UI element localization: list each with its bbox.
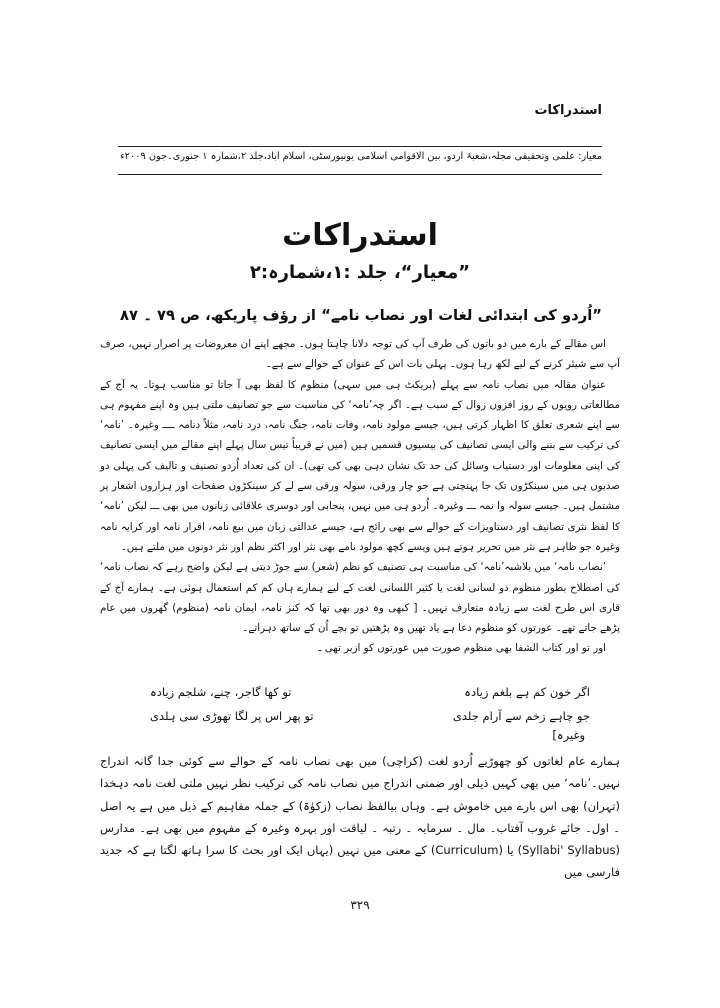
paragraph: اور تو اور کتاب الشفا بھی منظوم صورت میں عورتوں کو ازبر تھی ـ: [318, 642, 606, 655]
verse-line-second: تو پھر اس پر لگا تھوڑی سی ہلدی: [150, 709, 314, 723]
top-rule: [118, 146, 602, 147]
citation-bottom-rule: [118, 174, 602, 175]
running-head: استدراکات: [534, 103, 602, 118]
couplet: [150, 680, 590, 704]
verse-line-first: اگر خون کم ہے بلغم زیادہ: [464, 685, 590, 699]
body-text: [100, 334, 620, 659]
page-number: ۳۲۹: [350, 898, 370, 912]
paragraph: اس مقالے کے بارے میں دو باتوں کی طرف آپ کی توجہ دلانا چاہتا ہوں۔ مجھے اپنے ان معروضات پر اصرار نہیں، صرف آپ سے شیئر کرنے کے لیے لکھ رہا ہوں۔ پہلی بات اس کے عنوان کے حوالے سے ہے۔: [100, 338, 620, 371]
verse-line-first: جو چاہے زخم سے آرام جلدی: [452, 709, 590, 723]
paragraph: ’نصاب نامہ‘ میں بلاشبہ’نامہ‘ کی مناسبت ہی تصنیف کو نظم (شعر) سے جوڑ دیتی ہے لیکن واضح رہے کہ نصاب نامہ‘ کی اصطلاح بطور منظوم ذو لسانی لغت یا کثیر اللسانی لغت کے لیے ہمارے ہاں کم کم استعمال ہوئی ہے۔ ہمارے آج کے قاری اس طرح لغت سے زیادہ متعارف نہیں۔ [ کبھی وہ دور بھی تھا کہ کنز نامہ، ایمان نامہ (منظوم) گھروں میں عام پڑھے جاتے تھے۔ عورتوں کو منظوم دعا ہے یاد تھیں وہ پڑھتیں تو بچے اُن کے ساتھ دہراتے۔: [100, 561, 620, 635]
body-text-continued: [100, 750, 620, 884]
article-subtitle: ”معیار“، جلد :۱،شمارہ:۲: [249, 262, 471, 283]
paragraph: ہمارے عام لغاتوں کو چھوڑیے اُردو لغت (کراچی) میں بھی نصاب نامہ کے حوالے سے کوئی جدا گانہ اندراج نہیں۔’نامہ‘ میں بھی کہیں ذیلی اور ضمنی اندراج میں نصاب نامہ کی ترکیب نظر نہیں ملتی لغت نامہ دہخدا (تہران) بھی اس بارے میں خاموش ہے۔ وہاں بیالفظ نصاب (زکوٰۃ) کے جملہ مفاہیم کے ذیل میں ہے یہ اصل ۔ اول۔ جائے غروب آفتاب۔ مال ۔ سرمایہ ۔ رتبہ ۔ لیاقت اور بہرہ وغیرہ کے مفہوم میں بھی ہے۔ مدارس (Syllabi' Syllabus) یا (Curriculum) کے معنی میں نہیں (یہاں ایک اور بحث کا سرا ہاتھ لگتا ہے کہ جدید فارسی میں: [100, 754, 620, 880]
journal-citation: معیار: علمی وتحقیقی مجلہ،شعبۂ اُردو، بین الاقوامی اسلامی یونیورسٹی، اسلام آباد،جلد ۲،شمارہ ۱ جنوری۔جون ۲۰۰۹ء: [120, 151, 602, 162]
article-title: استدراکات: [282, 218, 438, 253]
verse-ending: وغیرہ]: [552, 728, 585, 742]
verse-block: [150, 680, 590, 728]
entry-heading: ”اُردو کی ابتدائی لغات اور نصاب نامے“ از رؤف پاریکھ، ص ۷۹ ۔ ۸۷: [120, 307, 602, 324]
couplet: [150, 704, 590, 728]
paragraph: عنوان مقالہ میں نصاب نامہ سے پہلے (بریکٹ ہی میں سہی) منظوم کا لفظ بھی آ جاتا تو مناسب ہوتا۔ یہ آج کے مطالعاتی رویوں کے روز افزوں زوال کے سبب ہے۔ اگر چہ’نامہ‘ کی مناسبت سے جو تصانیف ملتی ہیں وہ اپنے مفہوم ہی سے اپنے شعری تعلق کا اظہار کرتی ہیں، جیسے مولود نامہ، وفات نامہ، جنگ نامہ، درد نامہ، مثلاً دنامہ ــــ وغیرہ۔ ’نامہ‘ کی ترکیب سے بننے والی ایسی تصانیف کی بیسیوں قسمیں ہیں (میں نے قریباً تیس سال پہلے اپنے مقالے میں ایسی تصانیف کی اپنی معلومات اور دستیاب وسائل کی حد تک نشان دہی بھی کی تھی)۔ ان کی تعداد اُردو تصنیف و تالیف کی پہلی دو صدیوں ہی میں سینکڑوں تک جا پہنچتی ہے جو چار ورقی، سولہ ورقی سے لے کر سینکڑوں صفحات اور ہزاروں اشعار پر مشتمل ہیں۔ جیسے سولہ وا نمہ ـــ وغیرہ۔ اُردو ہی میں نہیں، پنجابی اور دوسری علاقائی زبانوں میں بھی ـــ لیکن ’نامہ‘ کا لفظ نثری تصانیف اور دستاویزات کے حوالے سے بھی رائج ہے، جیسے عدالتی زبان میں بیع نامہ، اقرار نامہ اور کرایہ نامہ وغیرہ جو ظاہر ہے نثر میں تحریر ہوتے ہیں ویسے کچھ مولود نامے بھی نثر اور اکثر نظم اور نثر دونوں میں ملتے ہیں۔: [100, 378, 620, 553]
verse-line-second: تو کھا گاجر، چنے، شلجم زیادہ: [150, 685, 292, 699]
